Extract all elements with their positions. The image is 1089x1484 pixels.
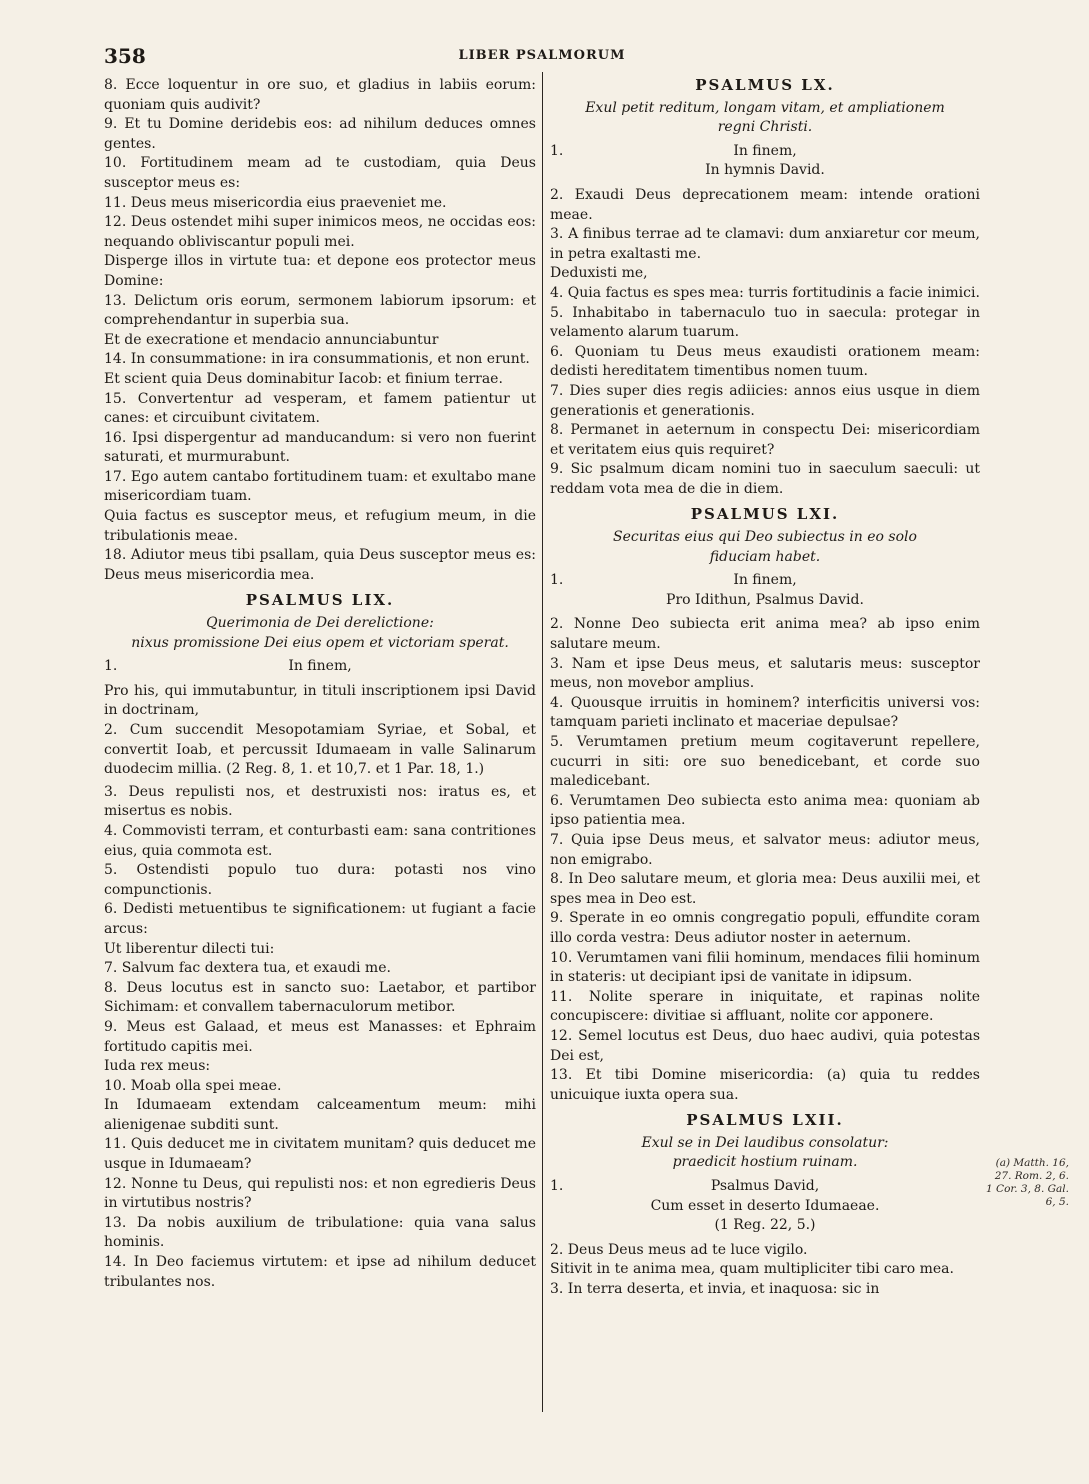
verse: 16. Ipsi dispergentur ad manducandum: si vero non fuerint saturati, et murmurabunt.	[104, 429, 536, 466]
verse: Iuda rex meus:	[104, 1058, 211, 1075]
psalm-summary	[550, 528, 980, 567]
verse: 14. In Deo faciemus virtutem: et ipse ad nihilum deducet tribulantes nos.	[104, 1254, 536, 1290]
verse: 3. A finibus terrae ad te clamavi: dum anxiaretur cor meum, in petra exaltasti me.	[550, 226, 980, 262]
verse: 7. Salvum fac dextera tua, et exaudi me.	[104, 960, 391, 977]
verse: 8. Deus locutus est in sancto suo: Laetabor, et partibor Sichimam: et convallem tabernaculorum metibor.	[104, 979, 536, 1016]
summary-line: Exul petit reditum, longam vitam, et ampliationem	[585, 99, 945, 116]
psalm-summary	[104, 614, 536, 653]
psalm-heading-lxii: PSALMUS LXII.	[686, 1111, 844, 1130]
psalm-title	[550, 1177, 980, 1236]
verse: 3. In terra deserta, et invia, et inaquosa: sic in	[550, 1281, 880, 1298]
right-column	[550, 76, 980, 1300]
verse: 3. Deus repulisti nos, et destruxisti nos: iratus es, et misertus es nobis.	[104, 783, 536, 820]
verse: 7. Quia ipse Deus meus, et salvator meus: adiutor meus, non emigrabo.	[550, 831, 980, 868]
verse: Et scient quia Deus dominabitur Iacob: et finium terrae.	[104, 370, 503, 387]
verse: 9. Sic psalmum dicam nomini tuo in saeculum saeculi: ut reddam vota mea de die in diem.	[550, 461, 980, 497]
verse: 5. Inhabitabo in tabernaculo tuo in saecula: protegar in velamento alarum tuarum.	[550, 304, 980, 341]
psalm-summary	[550, 1134, 980, 1173]
title-line: (1 Reg. 22, 5.)	[714, 1217, 816, 1234]
column-divider	[542, 72, 543, 1412]
verse: 12. Deus ostendet mihi super inimicos meos, ne occidas eos: nequando obliviscantur populi mei.	[104, 214, 536, 250]
verse: 12. Nonne tu Deus, qui repulisti nos: et non egredieris Deus in virtutibus nostris?	[104, 1175, 536, 1212]
verse-number: 1.	[550, 1178, 564, 1195]
verse: 7. Dies super dies regis adiicies: annos eius usque in diem generationis et generationis.	[550, 382, 980, 419]
verse: 14. In consummatione: in ira consummationis, et non erunt.	[104, 351, 530, 368]
verse: Et de execratione et mendacio annunciabuntur	[104, 331, 439, 348]
left-column	[104, 76, 536, 1292]
verse: 5. Verumtamen pretium meum cogitaverunt repellere, cucurri in siti: ore suo benedicebant, et corde suo maledicebant.	[550, 734, 980, 790]
psalm-title	[550, 571, 980, 610]
title-line: Psalmus David,	[710, 1178, 820, 1195]
title-line: In finem,	[733, 572, 797, 589]
title-line: Pro Idithun, Psalmus David.	[666, 591, 864, 608]
psalm-title	[550, 142, 980, 181]
psalm-heading-lxi: PSALMUS LXI.	[690, 505, 840, 524]
verse: 6. Verumtamen Deo subiecta esto anima mea: quoniam ab ipso patientia mea.	[550, 792, 980, 829]
verse-number: 1.	[104, 658, 118, 675]
verse: 9. Et tu Domine deridebis eos: ad nihilum deduces omnes gentes.	[104, 116, 536, 152]
summary-line: Securitas eius qui Deo subiectus in eo solo	[613, 529, 917, 546]
summary-line: praedicit hostium ruinam.	[672, 1154, 858, 1171]
summary-line: regni Christi.	[717, 119, 813, 136]
summary-line: Exul se in Dei laudibus consolatur:	[641, 1134, 889, 1151]
verse: Pro his, qui immutabuntur, in tituli inscriptionem ipsi David in doctrinam,	[104, 682, 536, 719]
verse: 11. Quis deducet me in civitatem munitam? quis deducet me usque in Idumaeam?	[104, 1136, 536, 1173]
running-title: LIBER PSALMORUM	[458, 48, 626, 63]
verse: In Idumaeam extendam calceamentum meum: mihi alienigenae subditi sunt.	[104, 1097, 536, 1133]
verse-number: 1.	[550, 142, 564, 159]
verse: 18. Adiutor meus tibi psallam, quia Deus susceptor meus es: Deus meus misericordia mea.	[104, 547, 536, 583]
verse: Deduxisti me,	[550, 265, 648, 282]
verse: 6. Dedisti metuentibus te significationem: ut fugiant a facie arcus:	[104, 901, 536, 937]
verse: Ut liberentur dilecti tui:	[104, 940, 275, 957]
verse: 11. Nolite sperare in iniquitate, et rapinas nolite concupiscere: divitiae si affluant, nolite cor apponere.	[550, 988, 980, 1025]
verse: 2. Cum succendit Mesopotamiam Syriae, et Sobal, et convertit Ioab, et percussit Idumaeam in valle Salinarum duodecim millia. (2 Reg. 8, 1. et 10,7. et 1 Par. 18, 1.)	[104, 722, 536, 778]
verse: 4. Quia factus es spes mea: turris fortitudinis a facie inimici.	[550, 284, 980, 301]
verse: 15. Convertentur ad vesperam, et famem patientur ut canes: et circuibunt civitatem.	[104, 390, 536, 427]
page-header	[104, 44, 980, 66]
margin-note: (a) Matth. 16, 27. Rom. 2, 6. 1 Cor. 3, 8. Gal. 6, 5.	[986, 1157, 1069, 1208]
summary-line: nixus promissione Dei eius opem et victoriam sperat.	[131, 634, 509, 651]
psalm-summary	[550, 99, 980, 138]
verse: 12. Semel locutus est Deus, duo haec audivi, quia potestas Dei est,	[550, 1027, 980, 1064]
page-number: 358	[104, 44, 146, 68]
verse: 17. Ego autem cantabo fortitudinem tuam: et exultabo mane misericordiam tuam.	[104, 468, 536, 505]
verse: 4. Quousque irruitis in hominem? interficitis universi vos: tamquam parieti inclinato et maceriae depulsae?	[550, 694, 980, 731]
verse: 6. Quoniam tu Deus meus exaudisti orationem meam: dedisti hereditatem timentibus nomen tuum.	[550, 343, 980, 380]
verse: 3. Nam et ipse Deus meus, et salutaris meus: susceptor meus, non movebor amplius.	[550, 655, 980, 692]
verse: 8. Ecce loquentur in ore suo, et gladius in labiis eorum: quoniam quis audivit?	[104, 77, 536, 113]
title-line: Cum esset in deserto Idumaeae.	[650, 1197, 880, 1214]
verse: 10. Verumtamen vani filii hominum, mendaces filii hominum in stateris: ut decipiant ipsi de vanitate in idipsum.	[550, 949, 980, 986]
verse: 10. Fortitudinem meam ad te custodiam, quia Deus susceptor meus es:	[104, 155, 536, 191]
verse: 4. Commovisti terram, et conturbasti eam: sana contritiones eius, quia commota est.	[104, 822, 536, 859]
title-line: In finem,	[733, 142, 797, 159]
verse: 9. Meus est Galaad, et meus est Manasses: et Ephraim fortitudo capitis mei.	[104, 1018, 536, 1055]
verse: 5. Ostendisti populo tuo dura: potasti nos vino compunctionis.	[104, 862, 536, 898]
verse: 2. Nonne Deo subiecta erit anima mea? ab ipso enim salutare meum.	[550, 616, 980, 653]
verse: 11. Deus meus misericordia eius praeveniet me.	[104, 194, 447, 211]
verse: 13. Et tibi Domine misericordia: (a) quia tu reddes unicuique iuxta opera sua.	[550, 1067, 980, 1103]
summary-line: fiduciam habet.	[709, 548, 821, 565]
verse: 8. In Deo salutare meum, et gloria mea: Deus auxilii mei, et spes mea in Deo est.	[550, 871, 980, 907]
psalm-heading-lx: PSALMUS LX.	[695, 76, 835, 94]
verse: Disperge illos in virtute tua: et depone eos protector meus Domine:	[104, 253, 536, 289]
title-line: In hymnis David.	[705, 162, 825, 179]
verse: 2. Exaudi Deus deprecationem meam: intende orationi meae.	[550, 186, 980, 223]
verse: 8. Permanet in aeternum in conspectu Dei: misericordiam et veritatem eius quis requiret?	[550, 422, 980, 458]
verse: 13. Delictum oris eorum, sermonem labiorum ipsorum: et comprehendantur in superbia sua.	[104, 292, 536, 329]
verse: Sitivit in te anima mea, quam multipliciter tibi caro mea.	[550, 1261, 954, 1278]
verse: 9. Sperate in eo omnis congregatio populi, effundite coram illo corda vestra: Deus adiutor noster in aeternum.	[550, 910, 980, 946]
psalm-heading-lix: PSALMUS LIX.	[245, 591, 395, 610]
verse-number: 1.	[550, 572, 564, 589]
verse: 10. Moab olla spei meae.	[104, 1077, 282, 1094]
summary-line: Querimonia de Dei derelictione:	[206, 615, 434, 632]
title-line: In finem,	[288, 658, 352, 675]
verse: 2. Deus Deus meus ad te luce vigilo.	[550, 1241, 808, 1258]
verse: 13. Da nobis auxilium de tribulatione: quia vana salus hominis.	[104, 1214, 536, 1251]
psalm-title	[104, 657, 536, 677]
verse: Quia factus es susceptor meus, et refugium meum, in die tribulationis meae.	[104, 508, 536, 544]
